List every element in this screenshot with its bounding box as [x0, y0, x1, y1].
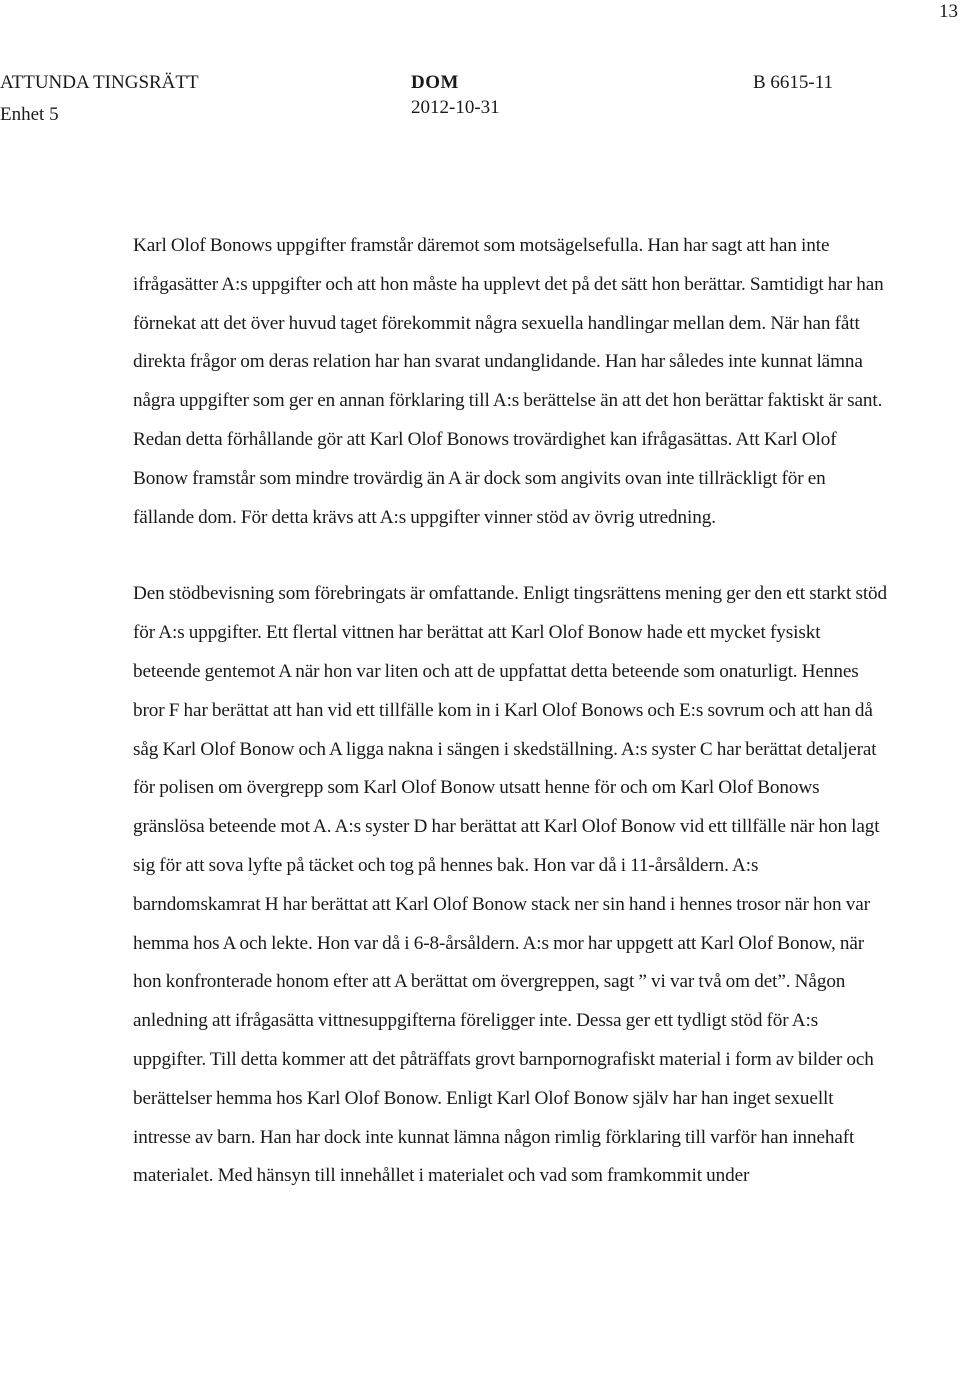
body-paragraph: Karl Olof Bonows uppgifter framstår däremot som motsägelsefulla. Han har sagt att han inte ifrågasätter A:s uppgifter och att hon måste ha upplevt det på det sätt hon berättar. Samtidigt har han förnekat att det över huvud taget förekommit några sexuella handlingar mellan dem. När han fått direkta frågor om deras relation har han svarat undanglidande. Han har således inte kunnat lämna några uppgifter som ger en annan förklaring till A:s berättelse än att det hon berättar faktiskt är sant. Redan detta förhållande gör att Karl Olof Bonows trovärdighet kan ifrågasättas. Att Karl Olof Bonow framstår som mindre trovärdig än A är dock som angivits ovan inte tillräckligt för en fällande dom. För detta krävs att A:s uppgifter vinner stöd av övrig utredning.	[133, 235, 884, 528]
page-number: 13	[939, 1, 958, 22]
body-paragraph: Den stödbevisning som förebringats är omfattande. Enligt tingsrättens mening ger den ett starkt stöd för A:s uppgifter. Ett flertal vittnen har berättat att Karl Olof Bonow hade ett mycket fysiskt beteende gentemot A när hon var liten och att de uppfattat detta beteende som onaturligt. Hennes bror F har berättat att han vid ett tillfälle kom in i Karl Olof Bonows och E:s sovrum och att han då såg Karl Olof Bonow och A ligga nakna i sängen i skedställning. A:s syster C har berättat detaljerat för polisen om övergrepp som Karl Olof Bonow utsatt henne för och om Karl Olof Bonows gränslösa beteende mot A. A:s syster D har berättat att Karl Olof Bonow vid ett tillfälle när hon lagt sig för att sova lyfte på täcket och tog på hennes bak. Hon var då i 11-årsåldern. A:s barndomskamrat H har berättat att Karl Olof Bonow stack ner sin hand i hennes trosor när hon var hemma hos A och lekte. Hon var då i 6-8-årsåldern. A:s mor har uppgett att Karl Olof Bonow, när hon konfronterade honom efter att A berättat om övergreppen, sagt ” vi var två om det”. Någon anledning att ifrågasätta vittnesuppgifterna föreligger inte. Dessa ger ett tydligt stöd för A:s uppgifter. Till detta kommer att det påträffats grovt barnpornografiskt material i form av bilder och berättelser hemma hos Karl Olof Bonow. Enligt Karl Olof Bonow själv har han inget sexuellt intresse av barn. Han har dock inte kunnat lämna någon rimlig förklaring till varför han innehaft materialet. Med hänsyn till innehållet i materialet och vad som framkommit under	[133, 583, 888, 1187]
header-document-block	[411, 72, 500, 119]
document-body	[133, 227, 890, 1196]
court-unit: Enhet 5	[0, 104, 59, 125]
document-date: 2012-10-31	[411, 97, 500, 118]
case-number: B 6615-11	[753, 72, 834, 93]
header-court-block	[0, 72, 199, 126]
court-name: ATTUNDA TINGSRÄTT	[0, 72, 199, 93]
document-type: DOM	[411, 72, 459, 93]
